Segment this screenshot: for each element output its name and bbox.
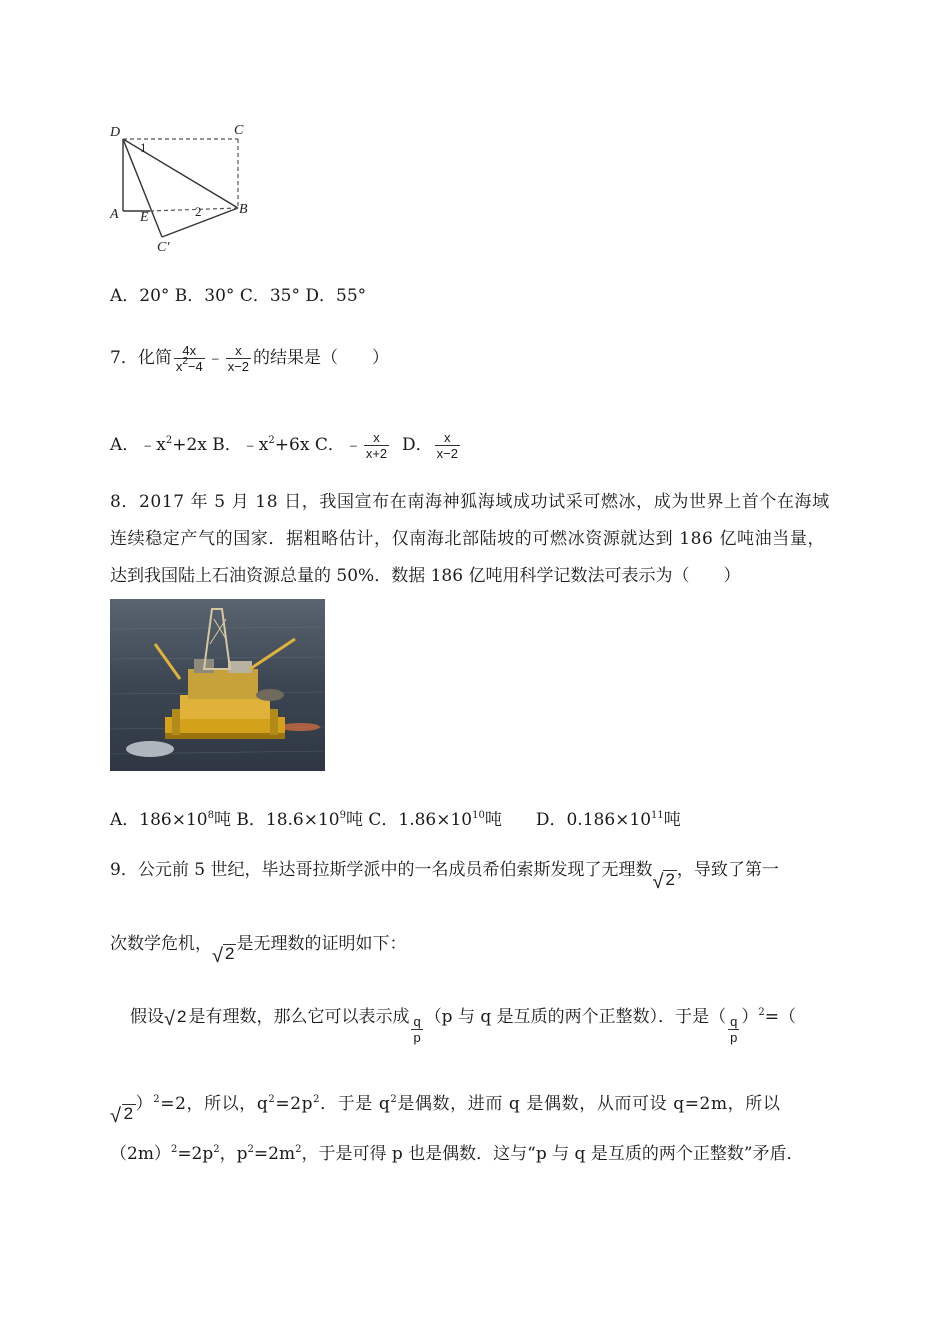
q9-proof-line-3: $(2m)^2=2p^2$，$p^2=2m^2$，于是可得 p 也是偶数．这与“p 与 q 是互质的两个正整数”矛盾． — [110, 1144, 804, 1164]
sqrt-2: √ 2 — [164, 1007, 187, 1030]
q7-f1-denominator: $x^2-4$ — [175, 356, 203, 374]
q9-line-1: 9．公元前 5 世纪，毕达哥拉斯学派中的一名成员希伯索斯发现了无理数√ 2 ，导致了第一 — [110, 860, 779, 893]
q7-minus: ﹣ — [206, 348, 224, 368]
q6-options: A．20° B．30° C．35° D．55° — [110, 286, 367, 306]
label-angle-2: 2 — [195, 204, 202, 219]
drilling-platform-photo — [110, 599, 325, 771]
q-over-p-fraction: $\frac{q}{p}$ — [413, 1014, 421, 1045]
q7-options: A．$﹣x^2+2x$ B．$﹣x^2+6x$ C．﹣ $\frac{x}{x+2}$ D． $\frac{x}{x-2}$ — [110, 430, 458, 461]
q7-f1-numerator: 4x — [174, 343, 205, 359]
geometry-figure — [100, 115, 260, 255]
label-D: D — [110, 125, 121, 140]
q9-proof-line-2: √ 2 ）$^2$=2，所以，$q^2=2p^2$．于是 $q^2$是偶数，进而 q 是偶数，从而可设 q=2m，所以 — [110, 1094, 781, 1127]
q8-line-3: 达到我国陆上石油资源总量的 50%．数据 186 亿吨用科学记数法可表示为（ ） — [110, 566, 741, 586]
sqrt-2: √ 2 — [110, 1104, 134, 1127]
q7-f2-numerator: x — [226, 343, 251, 359]
sqrt-2: √ 2 — [652, 870, 675, 893]
q7-fraction-2 — [226, 343, 251, 374]
label-E: E — [140, 210, 149, 225]
label-C: C — [234, 123, 244, 138]
q7-fraction-1 — [174, 343, 205, 374]
label-angle-1: 1 — [140, 140, 147, 155]
q7-optD-fraction: $\frac{x}{x-2}$ — [436, 430, 458, 461]
q7-f2-denominator: x−2 — [227, 359, 250, 374]
dashed-EB — [150, 208, 238, 211]
q7-prefix: 7．化简 — [110, 348, 172, 368]
q-over-p-fraction: $\frac{q}{p}$ — [730, 1014, 738, 1045]
label-C-prime: C′ — [157, 240, 170, 255]
q8-options: A．$186\times 10^8$吨 B．$18.6\times 10^9$吨 C．$1.86\times 10^{10}$吨 D．$0.186\times 10^{11}$吨 — [110, 810, 681, 830]
q7-optC-fraction: $\frac{x}{x+2}$ — [365, 430, 388, 461]
q8-line-2: 连续稳定产气的国家．据粗略估计，仅南海北部陆坡的可燃冰资源就达到 186 亿吨油当量， — [110, 529, 826, 549]
q9-proof-line-1: 假设√ 2 是有理数，那么它可以表示成 $\frac{q}{p}$ （p 与 q 是互质的两个正整数）．于是（ $\frac{q}{p}$ ）$^2$=（ — [130, 1007, 797, 1045]
label-B: B — [239, 202, 248, 217]
q8-line-1: 8．2017 年 5 月 18 日，我国宣布在南海神狐海域成功试采可燃冰，成为世界上首个在海域 — [110, 492, 830, 512]
q7-question — [110, 343, 389, 374]
q9-line-2: 次数学危机，√ 2 是无理数的证明如下： — [110, 934, 407, 967]
sqrt-2: √ 2 — [212, 944, 235, 967]
q7-suffix: 的结果是（ ） — [253, 348, 390, 368]
label-A: A — [110, 207, 119, 222]
